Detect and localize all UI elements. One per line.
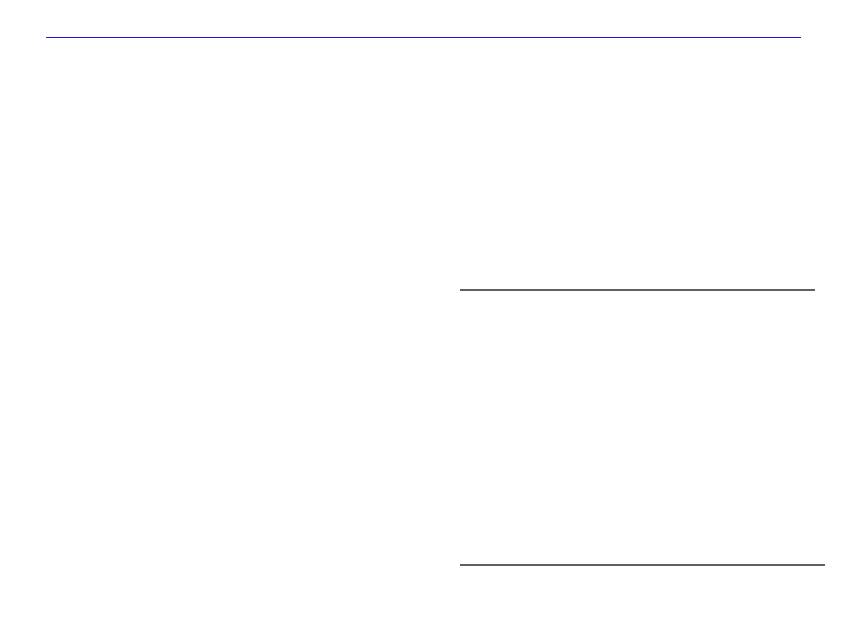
paragraph-1 xyxy=(46,168,462,192)
paragraph-4 xyxy=(46,487,462,511)
selection-diagram xyxy=(455,150,840,580)
header-rule xyxy=(46,37,801,38)
paragraph-3 xyxy=(46,424,462,448)
paragraph-2 xyxy=(46,308,462,332)
